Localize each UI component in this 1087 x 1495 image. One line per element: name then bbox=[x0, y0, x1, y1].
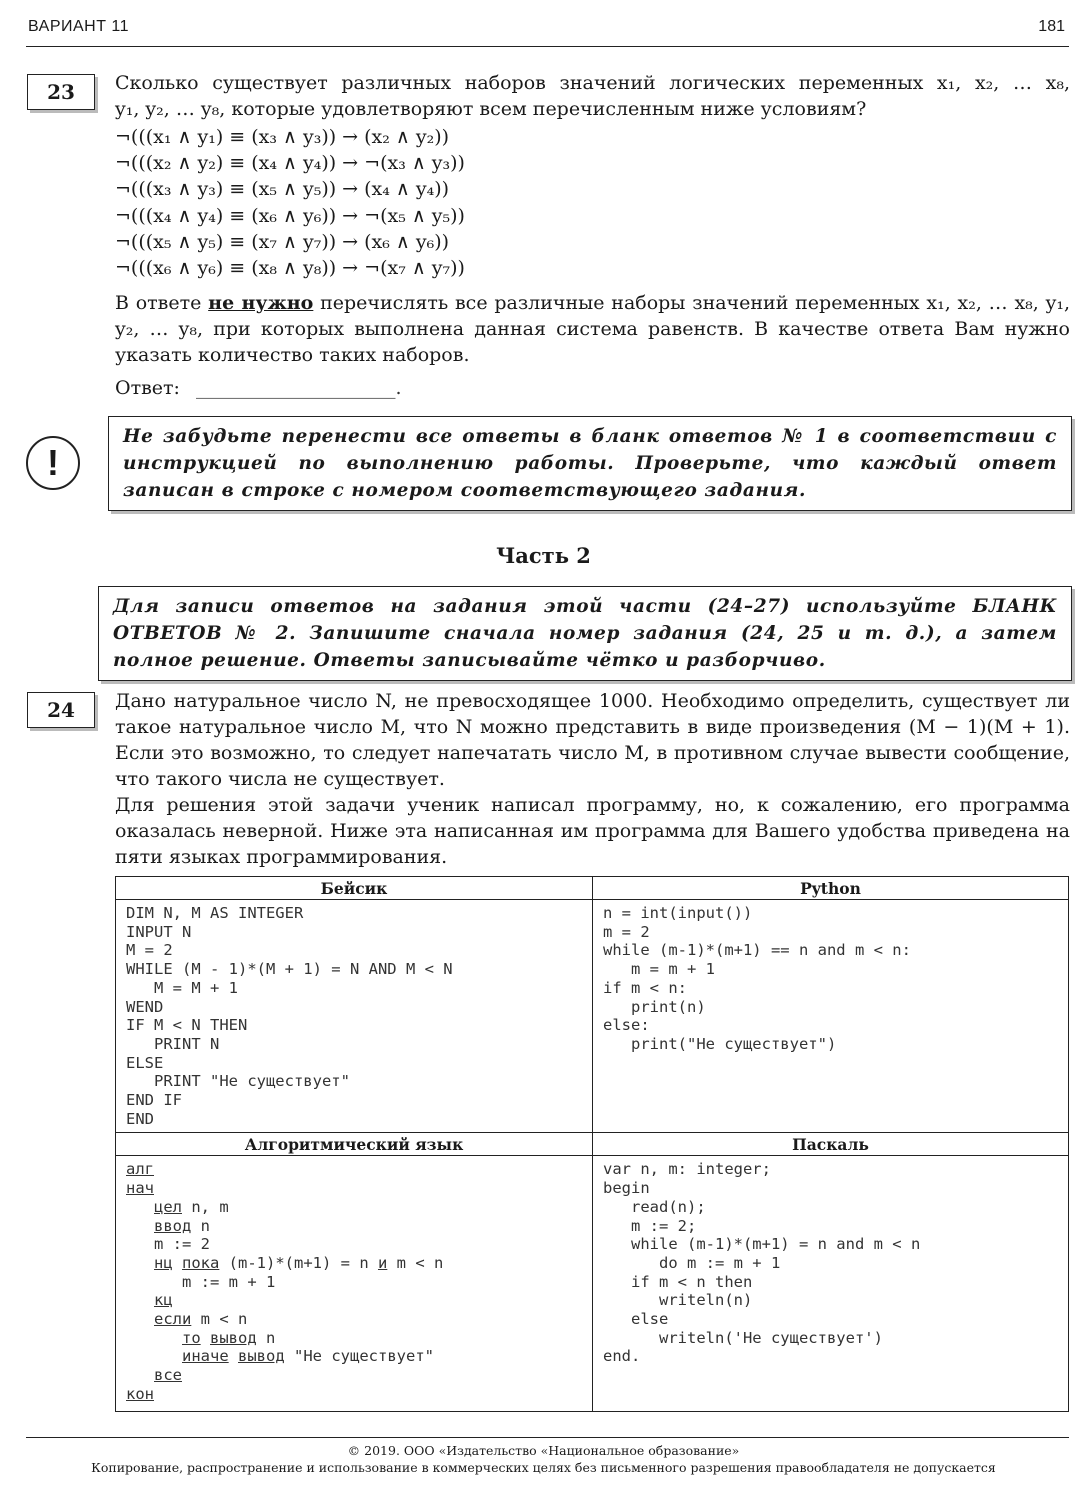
python-cell bbox=[593, 900, 1069, 1133]
alg-assign: m := 2 bbox=[154, 1235, 210, 1254]
task23-intro bbox=[115, 70, 1070, 122]
alg-header: Алгоритмический язык bbox=[116, 1133, 593, 1156]
alg-kw-nc: нц bbox=[154, 1253, 173, 1272]
task23-formulas bbox=[115, 124, 465, 281]
alg-cel-rest: n, m bbox=[182, 1197, 229, 1216]
reminder-box: Не забудьте перенести все ответы в бланк ответов № 1 в соответствии с инструкцией по выполнению работы. Проверьте, что каждый ответ записан в строке с номером соответствующего задания. bbox=[108, 416, 1072, 511]
variant-label: ВАРИАНТ 11 bbox=[28, 18, 130, 35]
python-header: Python bbox=[593, 877, 1069, 900]
alg-vvod-rest: n bbox=[191, 1216, 210, 1235]
exclamation-icon: ! bbox=[26, 436, 80, 490]
part2-title: Часть 2 bbox=[496, 543, 591, 568]
task-number-24: 24 bbox=[27, 692, 95, 728]
task23-answer-row bbox=[115, 375, 402, 401]
alg-kw-i: и bbox=[377, 1253, 388, 1272]
formula-5: ¬(((x₅ ∧ y₅) ≡ (x₇ ∧ y₇)) → (x₆ ∧ y₆)) bbox=[115, 230, 450, 253]
alg-kw-to: то bbox=[182, 1328, 201, 1347]
formula-3: ¬(((x₃ ∧ y₃) ≡ (x₅ ∧ y₅)) → (x₄ ∧ y₄)) bbox=[115, 178, 450, 201]
alg-kw-vse: все bbox=[154, 1366, 182, 1385]
task23-answer-note bbox=[115, 290, 1070, 368]
alg-esli-rest: m < n bbox=[191, 1310, 248, 1329]
pascal-cell bbox=[593, 1156, 1069, 1412]
formula-1: ¬(((x₁ ∧ y₁) ≡ (x₃ ∧ y₃)) → (x₂ ∧ y₂)) bbox=[115, 126, 450, 148]
answer-note-post: перечислять все различные наборы значений переменных x₁, x₂, … x₈, y₁, y₂, … y₈, при которых выполнена данная система равенств. В качестве ответа Вам нужно указать количество таких наборов. bbox=[115, 292, 1070, 366]
formula-4: ¬(((x₄ ∧ y₄) ≡ (x₆ ∧ y₆)) → ¬(x₅ ∧ y₅)) bbox=[115, 204, 465, 227]
alg-kw-vvod: ввод bbox=[154, 1216, 192, 1235]
pascal-code: var n, m: integer; begin read(n); m := 2; while (m-1)*(m+1) = n and m < n do m := m + 1 if m < n then writeln(n) else writeln('Не существует') end. bbox=[603, 1160, 921, 1366]
alg-loop-body: m := m + 1 bbox=[182, 1272, 276, 1291]
alg-code bbox=[126, 1160, 582, 1403]
task24-statement: Дано натуральное число N, не превосходящее 1000. Необходимо определить, существует ли такое натуральное число M, что N можно представить в виде произведения (M − 1)(M + 1). Если это возможно, то следует напечатать число M, в противном случае вывести сообщение, что такого числа не существует. bbox=[115, 690, 1070, 790]
task23-intro-line2: y₁, y₂, … y₈, которые удовлетворяют всем перечисленным ниже условиям? bbox=[115, 98, 867, 120]
answer-note-pre: В ответе bbox=[115, 292, 209, 314]
header-divider bbox=[26, 46, 1069, 47]
basic-cell bbox=[116, 900, 593, 1133]
answer-field[interactable]: _____________________. bbox=[196, 377, 402, 399]
footer-notice: Копирование, распространение и использование в коммерческих целях без письменного разрешения правообладателя не допускается bbox=[91, 1460, 996, 1475]
python-code: n = int(input()) m = 2 while (m-1)*(m+1) == n and m < n: m = m + 1 if m < n: print(n) else: print("Не существует") bbox=[603, 904, 911, 1053]
pascal-header: Паскаль bbox=[593, 1133, 1069, 1156]
task24-program-intro: Для решения этой задачи ученик написал программу, но, к сожалению, его программа оказалась неверной. Ниже эта написанная им программа для Вашего удобства приведена на пяти языках программирования. bbox=[115, 794, 1070, 868]
basic-code: DIM N, M AS INTEGER INPUT N M = 2 WHILE (M - 1)*(M + 1) = N AND M < N M = M + 1 WEND IF M < N THEN PRINT N ELSE PRINT "Не существует" END IF END bbox=[126, 904, 453, 1128]
answer-label: Ответ: bbox=[115, 377, 180, 399]
alg-to-rest: n bbox=[256, 1328, 276, 1347]
alg-kw-kc: кц bbox=[154, 1291, 173, 1310]
alg-kw-vyvod-1: вывод bbox=[210, 1328, 257, 1347]
basic-header: Бейсик bbox=[116, 877, 593, 900]
task-number-23: 23 bbox=[27, 74, 95, 110]
part2-instructions: Для записи ответов на задания этой части (24–27) используйте БЛАНК ОТВЕТОВ № 2. Запишите сначала номер задания (24, 25 и т. д.), а затем полное решение. Ответы записывайте чётко и разборчиво. bbox=[98, 586, 1072, 681]
page-number: 181 bbox=[1038, 18, 1065, 35]
alg-i-rest: m < n bbox=[387, 1253, 444, 1272]
answer-note-emphasis: не нужно bbox=[208, 292, 314, 314]
alg-kw-poka: пока bbox=[182, 1253, 220, 1272]
alg-kw-kon: кон bbox=[126, 1384, 154, 1403]
footer-copyright: © 2019. ООО «Издательство «Национальное образование» bbox=[347, 1443, 740, 1458]
alg-cell bbox=[116, 1156, 593, 1412]
alg-poka-rest: (m-1)*(m+1) = n bbox=[219, 1253, 378, 1272]
task23-intro-line1: Сколько существует различных наборов значений логических переменных x₁, x₂, … x₈, bbox=[115, 72, 1070, 94]
formula-6: ¬(((x₆ ∧ y₆) ≡ (x₈ ∧ y₈)) → ¬(x₇ ∧ y₇)) bbox=[115, 257, 465, 280]
formula-2: ¬(((x₂ ∧ y₂) ≡ (x₄ ∧ y₄)) → ¬(x₃ ∧ y₃)) bbox=[115, 152, 465, 175]
alg-kw-nach: нач bbox=[126, 1179, 154, 1198]
footer-divider bbox=[26, 1437, 1069, 1438]
alg-kw-inache: иначе bbox=[182, 1347, 229, 1366]
alg-inache-rest: "Не существует" bbox=[284, 1347, 434, 1366]
alg-kw-alg: алг bbox=[126, 1160, 154, 1179]
alg-kw-vyvod-2: вывод bbox=[238, 1347, 285, 1366]
code-table bbox=[115, 876, 1069, 1412]
alg-kw-cel: цел bbox=[154, 1197, 182, 1216]
alg-kw-esli: если bbox=[154, 1310, 192, 1329]
